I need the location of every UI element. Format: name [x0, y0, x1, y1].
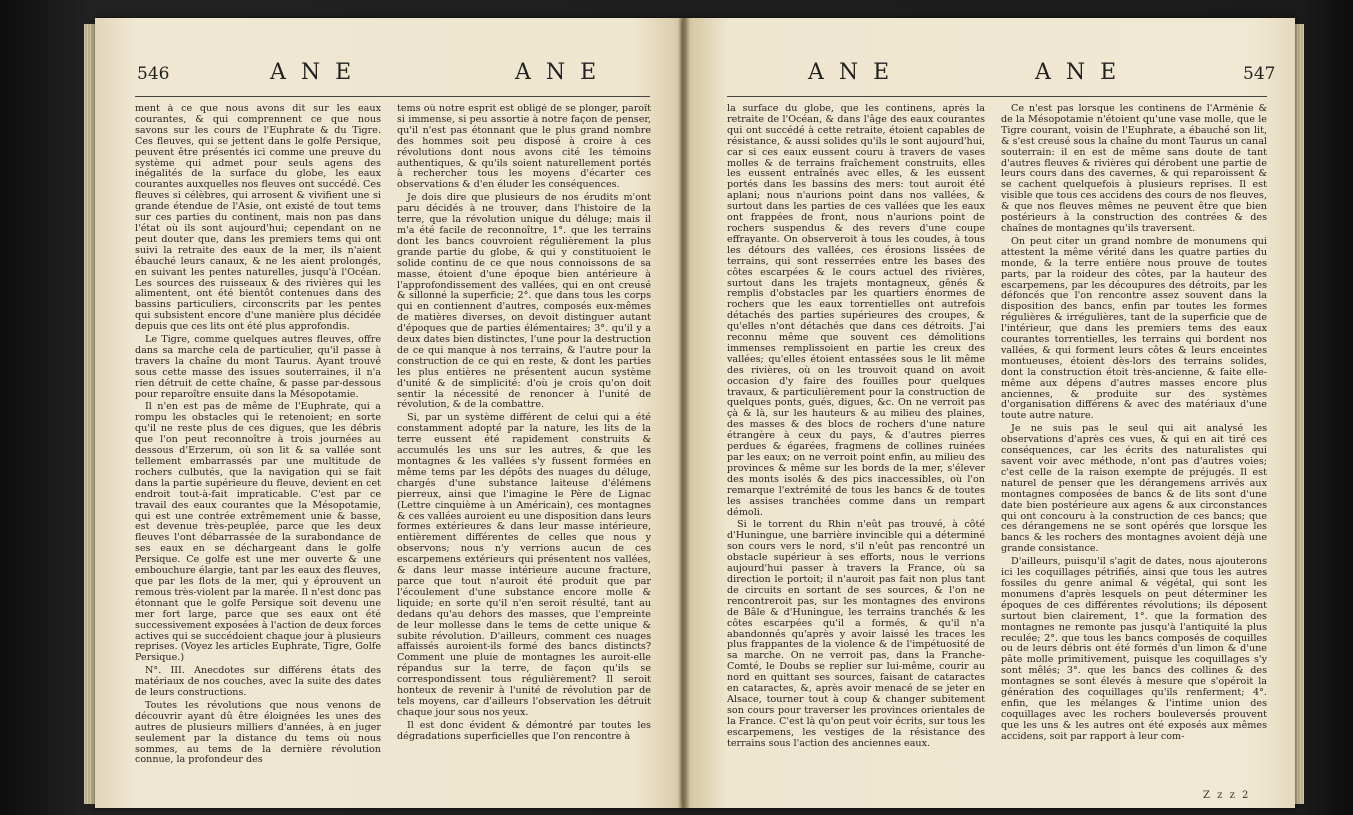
paragraph: Si le torrent du Rhin n'eût pas trouvé, à côté d'Huningue, une barrière invincible qui a déterminé son cours vers le nord, s'il n'eût pas rencontré un obstacle supérieur à ses efforts, nous le verrions aujourd'hui passer à travers la France, où sa direction le portoit; il n'auroit pas fait non plus tant de circuits en sortant de ses sources, & l'on ne rencontreroit pas, sur les montagnes des environs de Bâle & d'Huningue, les terrains tranchés & les côtes escarpées qu'il a formés, & qu'il n'a abandonnés qu'après y avoir laissé les traces les plus frappantes de la violence & de l'impétuosité de sa marche. On ne verroit pas, dans la Franche-Comté, le Doubs se replier sur lui-même, courir au nord en quittant ses sources, faisant de cataractes en cataractes, &, après avoir menacé de se jeter en Alsace, tourner tout à coup & changer subitement son cours pour traverser les provinces orientales de la France. C'est là qu'on peut voir écrits, sur tous les escarpemens, les vestiges de la résistance des terrains sous l'action des anciennes eaux. [727, 519, 985, 749]
paragraph: Ce n'est pas lorsque les continens de l'Arménie & de la Mésopotamie n'étoient qu'une vase molle, que le Tigre courant, voisin de l'Euphrate, a ébauché son lit, & s'est creusé sous la chaîne du mont Taurus un canal souterrain: il en est de même sans doute de tant d'autres fleuves & rivières qui dérobent une partie de leurs cours dans des cavernes, & qui reparoissent & se cachent quelquefois à plusieurs reprises. Il est visible que tous ces accidens des cours de nos fleuves, & que nos fleuves mêmes ne peuvent être que bien postérieurs à la construction des contrées & des chaînes de montagnes qu'ils traversent. [1001, 104, 1267, 234]
running-head-left-2: A N E [515, 60, 601, 85]
right-page-edges [1294, 24, 1304, 804]
right-page-column-2 [1001, 104, 1267, 792]
page-number-left: 546 [137, 64, 170, 84]
left-page-column-1 [135, 104, 381, 804]
paragraph: ment à ce que nous avons dit sur les eaux courantes, & qui comprennent ce que nous savons sur les cours de l'Euphrate & du Tigre. Ces fleuves, qui se jettent dans le golfe Persique, peuvent être présentés ici comme une preuve du système qui admet pour seuls agens des inégalités de la surface du globe, les eaux courantes auxquelles nos fleuves ont succédé. Ces fleuves si célèbres, qui arrosent & vivifient une si grande étendue de l'Asie, ont existé de tout tems sur ces parties du continent, mais non pas dans l'état où ils sont aujourd'hui; cependant on ne peut douter que, dans les premiers tems qui ont suivi la retraite des eaux de la mer, ils n'aient ébauché leurs canaux, & ne les aient prolongés, en suivant les pentes naturelles, jusqu'à l'Océan. Les sources des ruisseaux & des rivières qui les alimentent, ont été bientôt contenues dans des bassins particuliers, circonscrits par les pentes qui subsistent encore d'une manière plus décidée depuis que ces lits ont été plus approfondis. [135, 104, 381, 333]
right-page [683, 18, 1295, 808]
head-rule-right [727, 96, 1267, 97]
section-heading: N°. III. Anecdotes sur différens états des matériaux de nos couches, avec la suite des dates de leurs constructions. [135, 665, 381, 699]
paragraph: la surface du globe, que les continens, après la retraite de l'Océan, & dans l'âge des eaux courantes qui ont succédé à cette retraite, étoient capables de résistance, & aussi solides qu'ils le sont aujourd'hui, car si ces eaux eussent couru à travers de vases molles & de terrains fraîchement construits, elles les eussent entraînés avec elles, & les eussent portés dans les bassins des mers: tout auroit été aplani; nous n'aurions point dans nos vallées, & surtout dans les parties de ces vallées que les eaux ont frappées de front, nous n'aurions point de rochers suspendus & des revers d'une coupe effrayante. On observeroit à tous les coudes, à tous les détours des vallées, ces érosions lissées de terrains, qui sont resserrées entre les bases des côtes escarpées & le cours actuel des rivières, surtout dans les trajets montagneux, gênés & remplis d'obstacles par les quartiers énormes de rochers que les eaux torrentielles ont autrefois détachés des parties supérieures des croupes, & qu'elles n'ont détachés que dans ces détroits. J'ai reconnu même que souvent ces démolitions immenses remplissoient en partie les creux des vallées; qu'elles étoient entassées sous le lit même des rivières, où on les trouvoit quand on avoit occasion d'y faire des fouilles pour quelques travaux, & particulièrement pour la construction de quelques ponts, gués, digues, &c. On ne verroit pas çà & là, sur les hauteurs & au milieu des plaines, des masses & des blocs de rochers d'une nature étrangère à ceux du pays, & d'autres pierres perdues & égarées, fragmens de collines ruinées par les eaux; on ne verroit point enfin, au milieu des provinces & même sur les bords de la mer, s'élever des monts isolés & des pics inaccessibles, où l'on remarque l'extrémité de tous les bancs & de toutes les assises tranchées comme dans un rempart démoli. [727, 104, 985, 518]
paragraph: Il n'en est pas de même de l'Euphrate, qui a rompu les obstacles qui le retenoient; en sorte qu'il ne reste plus de ces digues, que les débris que l'on peut reconnoître à trois journées au dessous d'Erzerum, où son lit & sa vallée sont tellement embarrassés par une multitude de rochers culbutés, que la navigation qui se fait dans la partie supérieure du fleuve, devient en cet endroit tout-à-fait impraticable. C'est par ce travail des eaux courantes que la Mésopotamie, qui est une contrée extrêmement unie & basse, est devenue très-peuplée, parce que les deux fleuves l'ont débarrassée de la surabondance de ses eaux en se déchargeant dans le golfe Persique. Ce golfe est une mer ouverte & une embouchure élargie, tant par les eaux des fleuves, que par les flots de la mer, qui y éprouvent un remous très-violent par la marée. Il n'est donc pas étonnant que le golfe Persique soit devenu une mer fort large, parce que ses eaux ont été successivement exposées à l'action de deux forces actives qui se succédoient chaque jour à plusieurs reprises. (Voyez les articles Euphrate, Tigre, Golfe Persique.) [135, 401, 381, 664]
paragraph: Il est donc évident & démontré par toutes les dégradations superficielles que l'on rencontre à [397, 719, 651, 742]
left-page-column-2 [397, 104, 651, 804]
book-gutter [678, 18, 690, 808]
paragraph: Toutes les révolutions que nous venons de découvrir ayant dû être éloignées les unes des autres de plusieurs milliers d'années, à en juger seulement par la distance du tems où nous sommes, au tems de la dernière révolution connue, la profondeur des [135, 699, 381, 766]
paragraph: D'ailleurs, puisqu'il s'agit de dates, nous ajouterons ici les coquillages pétrifiés, ainsi que tous les autres fossiles du genre animal & végétal, qui sont les monumens d'après lesquels on peut déterminer les époques de ces différentes révolutions; ils déposent surtout bien clairement, 1°. que la formation des montagnes ne remonte pas jusqu'à l'antiquité la plus reculée; 2°. que tous les bancs composés de coquilles ou de leurs débris ont été formés d'un limon & d'une pâte molle primitivement, puisque les coquillages s'y sont mêlés; 3°. que les bancs des collines & des montagnes se sont élevés à mesure que s'opéroit la génération des coquillages qu'ils renferment; 4°. enfin, que les mélanges & l'intime union des coquillages avec les rochers bouleversés prouvent que les uns & les autres ont été exposés aux mêmes accidens, soit par rapport à leur com- [1001, 556, 1267, 742]
page-number-right: 547 [1243, 64, 1276, 84]
right-page-column-1 [727, 104, 985, 804]
running-head-right-2: A N E [1035, 60, 1121, 85]
paragraph: Le Tigre, comme quelques autres fleuves, offre dans sa marche cela de particulier, qu'il passe à travers la chaîne du mont Taurus. Ayant trouvé sous cette masse des issues souterraines, il n'a rien détruit de cette chaîne, & passe par-dessous pour reparoître ensuite dans la Mésopotamie. [135, 334, 381, 400]
paragraph: On peut citer un grand nombre de monumens qui attestent la même vérité dans les quatre parties du monde, & la terre entière nous prouve de toutes parts, par la roideur des côtes, par la hauteur des escarpemens, par les découpures des détroits, par les défoncés que l'on rencontre assez souvent dans la disposition des bancs, enfin par toutes les formes régulières & irrégulières, tant de la superficie que de l'intérieur, que dans les premiers tems des eaux courantes torrentielles, les terrains qui bordent nos vallées, & qui forment leurs côtes & leurs enceintes montueuses, étoient dès-lors des terrains solides, dont la construction étoit très-ancienne, & faite elle-même aux dépens d'autres masses encore plus anciennes, & produite sur des systèmes d'organisation différens & avec des matériaux d'une toute autre nature. [1001, 235, 1267, 422]
paragraph: tems où notre esprit est obligé de se plonger, paroît si immense, si peu assortie à notre façon de penser, qu'il n'est pas étonnant que le plus grand nombre des hommes soit peu disposé à croire à ces révolutions dont nous avons cité les témoins authentiques, & qu'ils soient naturellement portés à rechercher tous les moyens d'écarter ces observations & d'en éluder les conséquences. [397, 104, 651, 191]
signature-mark: Z z z 2 [1203, 790, 1251, 801]
paragraph: Si, par un système différent de celui qui a été constamment adopté par la nature, les lits de la terre eussent été rapidement construits & accumulés les uns sur les autres, & que les montagnes & les vallées s'y fussent formées en même tems par les dépôts des nuages du déluge, chargés d'une substance laiteuse d'élémens pierreux, ainsi que l'imagine le Père de Lignac (Lettre cinquième à un Américain), ces montagnes & ces vallées auroient eu une disposition dans leurs formes extérieures & dans leur masse intérieure, entièrement différentes de celles que nous y observons; nous n'y verrions aucun de ces escarpemens extérieurs qui présentent nos vallées, & dans leur masse intérieure aucune fracture, parce que tout n'auroit été produit que par l'écoulement d'une substance encore molle & liquide; en sorte qu'il n'en seroit résulté, tant au dedans qu'au dehors des masses, que l'empreinte de leur mollesse dans le tems de cette unique & subite révolution. D'ailleurs, comment ces nuages affaissés auroient-ils formé des bancs distincts? Comment une pluie de montagnes les auroit-elle répandus sur la terre, de façon qu'ils se correspondissent tous régulièrement? Il seroit honteux de revenir à l'unité de révolution par de tels moyens, car d'ailleurs l'observation les détruit chaque jour sous nos yeux. [397, 412, 651, 718]
paragraph: Je ne suis pas le seul qui ait analysé les observations d'après ces vues, & qui en ait tiré ces conséquences, car les écrits des naturalistes qui savent voir avec méthode, n'ont pas d'autres voies; c'est celle de la raison exempte de préjugés. Il est naturel de penser que les dérangemens arrivés aux montagnes composées de bancs & de lits sont d'une date bien postérieure aux agens & aux circonstances qui ont concouru à la construction de ces bancs; que ces dérangemens ne se sont opérés que lorsque les bancs & les rochers des montagnes avoient déjà une grande consistance. [1001, 423, 1267, 555]
running-head-left-1: A N E [270, 60, 356, 85]
paragraph: Je dois dire que plusieurs de nos érudits m'ont paru décidés à ne trouver, dans l'histoire de la terre, que la révolution unique du déluge; mais il m'a été facile de reconnoître, 1°. que les terrains dont les bancs couvroient régulièrement la plus grande partie du globe, & qui y constituoient le solide continu de ce que nous connoissons de sa masse, étoient d'une époque bien antérieure à l'approfondissement des vallées, qui en ont creusé & sillonné la superficie; 2°. que dans tous les corps qui en contiennent d'autres, composés eux-mêmes de matières diverses, on devoit distinguer autant d'époques que de parties élémentaires; 3°. qu'il y a deux dates bien distinctes, l'une pour la destruction de ce qui manque à nos terrains, & l'autre pour la construction de ce qui en reste, & dont les parties les plus entières ne présentent aucun système d'unité & de simplicité: d'où je crois qu'on doit sentir la nécessité de renoncer à l'unité de révolution, & de la combattre. [397, 192, 651, 411]
left-page [95, 18, 685, 808]
running-head-right-1: A N E [808, 60, 894, 85]
head-rule-left [135, 96, 650, 97]
